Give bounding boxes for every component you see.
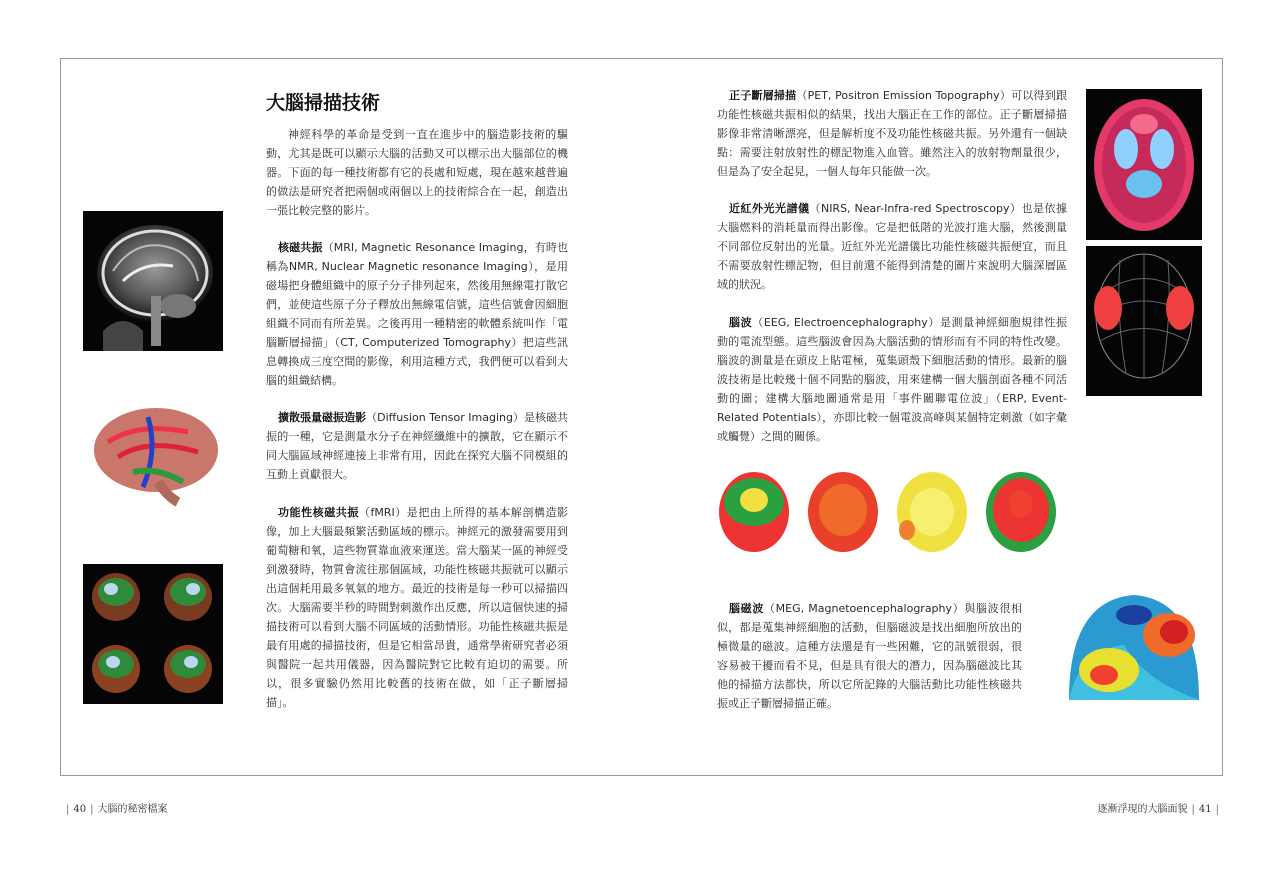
pet-paragraph xyxy=(717,86,1067,181)
mri-term: 核磁共振 xyxy=(278,241,323,254)
fmri-text: （fMRI）是把由上所得的基本解剖構造影像，加上大腦最頻繁活動區域的標示。神經元的激發需要用到葡萄糖和氧，這些物質靠血液來運送。當大腦某一區的神經受到激發時，物質會流往那個區域，功能性核磁共振就可以顯示出這個耗用最多氧氣的地方。最近的技術是每一秒可以掃描四次。大腦需要半秒的時間對刺激作出反應，所以這個快速的掃描技術可以看到大腦不同區域的活動情形。功能性核磁共振是最有用處的掃描技術，但是它相當昂貴，通常學術研究者必須與醫院一起共用儀器，因為醫院對它比較有迫切的需要。所以，很多實驗仍然用比較舊的技術在做，如「正子斷層掃描」。 xyxy=(266,506,569,709)
dti-brain-image xyxy=(88,402,223,507)
right-footer: 逐漸浮現的大腦面貌 | 41 | xyxy=(1097,804,1219,815)
fmri-paragraph xyxy=(266,503,568,712)
dti-text: （Diffusion Tensor Imaging）是核磁共振的一種，它是測量水分子在神經纖維中的擴散，它在顯示不同大腦區域神經連接上非常有用，因此在探究大腦不同模組的互動上貢獻很大。 xyxy=(266,411,569,481)
fmri-term: 功能性核磁共振 xyxy=(278,506,359,519)
eeg-map-4 xyxy=(986,472,1056,552)
eeg-term: 腦波 xyxy=(729,316,753,329)
dti-term: 擴散張量磁振造影 xyxy=(278,411,367,424)
mri-text: （MRI, Magnetic Resonance Imaging，有時也稱為NMR, Nuclear Magnetic resonance Imaging），是用磁場把身體組織中的原子分子排列起來，然後用無線電打散它們，並使這些原子分子釋放出無線電信號，這些信號會因細胞組織不同而有所差異。之後再用一種精密的軟體系統叫作「電腦斷層掃描」（CT, Computerized Tomography）把這些訊息轉換成三度空間的影像，利用這種方式，我們便可以看到大腦的組織結構。 xyxy=(266,241,568,387)
right-page-number: 41 xyxy=(1198,804,1212,815)
eeg-text: （EEG, Electroencephalography）是測量神經細胞規律性振動的電流型態。這些腦波會因為大腦活動的情形而有不同的特性改變。腦波的測量是在頭皮上貼電極，蒐集頭殼下細胞活動的情形。最新的腦波技術是比較幾十個不同點的腦波，用來建構一個大腦剖面各種不同活動的圖；建構大腦地圖通常是用「事件關聯電位波」（ERP, Event-Related Potentials），亦即比較一個電波高峰與某個特定刺激（如字彙或觸覺）之間的關係。 xyxy=(717,316,1068,443)
meg-paragraph xyxy=(717,599,1022,713)
section-title: 大腦掃描技術 xyxy=(266,92,381,114)
meg-term: 腦磁波 xyxy=(729,602,764,615)
pet-text: （PET, Positron Emission Topography）可以得到跟功能性核磁共振相似的結果，找出大腦正在工作的部位。正子斷層掃描影像非常清晰漂亮，但是解析度不及功能性核磁共振。另外還有一個缺點：需要注射放射性的標記物進入血管。雖然注入的放射物劑量很少，但是為了安全起見，一個人每年只能做一次。 xyxy=(717,89,1067,178)
nirs-term: 近紅外光光譜儀 xyxy=(729,202,810,215)
fmri-head-images xyxy=(83,564,223,704)
left-running-title: 大腦的秘密檔案 xyxy=(97,804,168,815)
eeg-paragraph xyxy=(717,313,1067,446)
left-footer: | 40 | 大腦的秘密檔案 xyxy=(66,804,168,815)
intro-paragraph: 神經科學的革命是受到一直在進步中的腦造影技術的驅動，尤其是既可以顯示大腦的活動又可以標示出大腦部位的機器。下面的每一種技術都有它的長處和短處，現在越來越普遍的做法是研究者把兩個或兩個以上的技術綜合在一起，創造出一張比較完整的影片。 xyxy=(266,128,568,217)
pet-scan-image xyxy=(1086,89,1202,240)
pet-term: 正子斷層掃描 xyxy=(729,89,797,102)
eeg-topography-maps xyxy=(717,470,1057,555)
mri-sagittal-image xyxy=(83,211,223,351)
meg-text: （MEG, Magnetoencephalography）與腦波很相似，都是蒐集神經細胞的活動，但腦磁波是找出細胞所放出的極微量的磁波。這種方法還是有一些困難，它的訊號很弱，很容易被干擾而看不見，但是具有很大的潛力，因為腦磁波比其他的掃描方法都快，所以它所記錄的大腦活動比功能性核磁共振或正子斷層掃描正確。 xyxy=(717,602,1023,710)
left-page-number: 40 xyxy=(73,804,87,815)
eeg-map-1 xyxy=(719,472,789,552)
right-running-title: 逐漸浮現的大腦面貌 xyxy=(1097,804,1188,815)
mri-paragraph xyxy=(266,238,568,390)
nirs-paragraph xyxy=(717,199,1067,294)
eeg-map-2 xyxy=(808,472,878,552)
eeg-map-3 xyxy=(897,472,967,552)
nirs-head-image xyxy=(1086,246,1202,396)
nirs-text: （NIRS, Near-Infra-red Spectroscopy）也是依據大腦燃料的消耗量而得出影像。它是把低階的光波打進大腦，然後測量不同部位反射出的光量。近紅外光光譜儀比功能性核磁共振便宜，而且不需要放射性標記物，但目前還不能得到清楚的圖片來說明大腦深層區域的狀況。 xyxy=(717,202,1067,291)
meg-head-map xyxy=(1064,590,1204,710)
dti-paragraph xyxy=(266,408,568,484)
